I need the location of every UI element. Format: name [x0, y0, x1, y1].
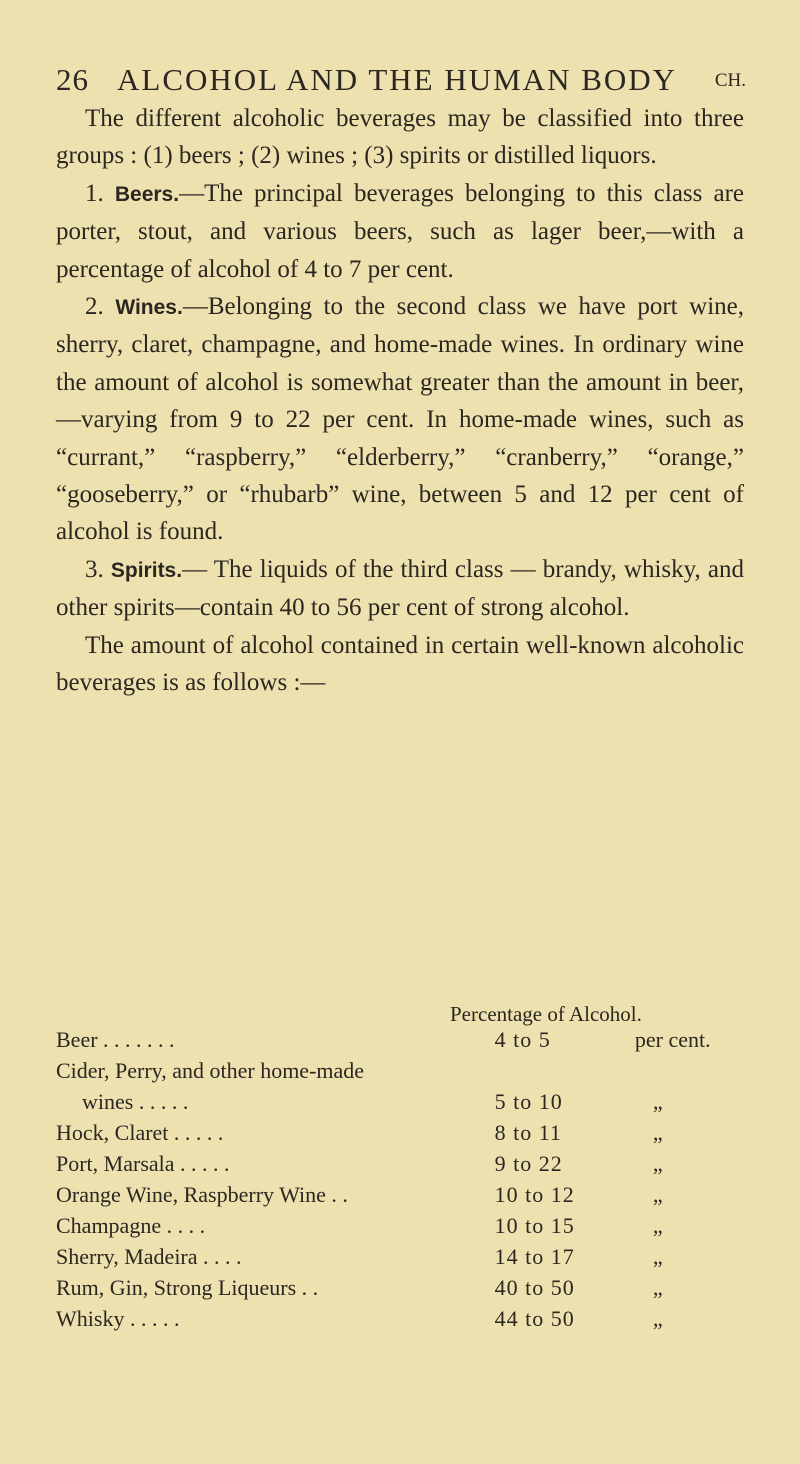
alcohol-percentage-table — [56, 1024, 746, 1334]
beverage-name: Rum, Gin, Strong Liqueurs . . — [56, 1274, 319, 1300]
table-row — [56, 1148, 746, 1179]
percentage-unit: per cent. — [634, 1026, 711, 1052]
running-title: ALCOHOL AND THE HUMAN BODY — [117, 62, 678, 97]
chapter-abbreviation: CH. — [714, 70, 746, 91]
wines-number: 2. — [85, 293, 104, 321]
wines-text: —Belonging to the second class we have port wine, sherry, claret, champagne, and home-made wines. In ordinary wine the amount of alcohol is somewhat greater than the amount in beer,—varying from 9 to 22 per cent. In home-made wines, such as “currant,” “raspberry,” “elderberry,” “cranberry,” “orange,” “gooseberry,” or “rhubarb” wine, between 5 and 12 per cent of alcohol is found. — [56, 293, 744, 546]
percentage-range: 8 to 11 — [494, 1119, 562, 1145]
percentage-unit: „ — [652, 1150, 663, 1176]
table-row — [56, 1179, 746, 1210]
table-row — [56, 1086, 746, 1117]
percentage-range: 4 to 5 — [494, 1026, 551, 1052]
beverage-name: wines . . . . . — [82, 1088, 189, 1114]
beverage-name: Beer . . . . . . . — [56, 1026, 175, 1052]
table-row — [56, 1272, 746, 1303]
table-row — [56, 1055, 746, 1086]
spirits-heading: Spirits. — [110, 558, 183, 582]
table-row — [56, 1241, 746, 1272]
beverage-name: Orange Wine, Raspberry Wine . . — [56, 1181, 348, 1207]
percentage-range: 14 to 17 — [494, 1243, 575, 1269]
beers-number: 1. — [85, 179, 104, 207]
table-row — [56, 1024, 746, 1055]
percentage-unit: „ — [652, 1212, 663, 1238]
page-header — [56, 58, 746, 102]
beverage-name: Port, Marsala . . . . . — [56, 1150, 230, 1176]
percentage-unit — [635, 1055, 746, 1086]
beverage-name: Whisky . . . . . — [56, 1305, 180, 1331]
page-number: 26 — [56, 62, 89, 97]
table-row — [56, 1303, 746, 1334]
table-column-header: Percentage of Alcohol. — [450, 1002, 642, 1026]
table-intro-paragraph: The amount of alcohol contained in certain well-known alcoholic beverages is as follows :— — [56, 631, 744, 697]
wines-heading: Wines. — [115, 296, 183, 320]
beverage-name: Champagne . . . . — [56, 1212, 206, 1238]
percentage-range — [495, 1055, 635, 1086]
spirits-number: 3. — [85, 555, 104, 583]
body-text — [56, 100, 744, 702]
spirits-text: — The liquids of the third class — brandy, whisky, and other spirits—contain 40 to 56 per cent of strong alcohol. — [56, 555, 745, 622]
percentage-unit: „ — [652, 1243, 663, 1269]
percentage-unit: „ — [652, 1181, 663, 1207]
intro-paragraph: The different alcoholic beverages may be classified into three groups : (1) beers ; (2) wines ; (3) spirits or distilled liquors. — [56, 105, 744, 170]
percentage-range: 10 to 12 — [494, 1181, 575, 1207]
spirits-paragraph — [56, 551, 744, 627]
percentage-unit: „ — [652, 1274, 663, 1300]
beers-heading: Beers. — [114, 182, 180, 206]
beverage-name: Hock, Claret . . . . . — [56, 1119, 224, 1145]
percentage-unit: „ — [652, 1305, 663, 1331]
percentage-unit: „ — [652, 1088, 663, 1114]
beers-paragraph — [56, 175, 744, 288]
beverage-name: Cider, Perry, and other home-made — [56, 1057, 365, 1083]
percentage-range: 10 to 15 — [494, 1212, 575, 1238]
table-row — [56, 1210, 746, 1241]
percentage-range: 5 to 10 — [494, 1088, 563, 1114]
percentage-unit: „ — [652, 1119, 663, 1145]
percentage-range: 44 to 50 — [494, 1305, 575, 1331]
table-row — [56, 1117, 746, 1148]
wines-paragraph — [56, 288, 744, 551]
percentage-range: 9 to 22 — [494, 1150, 563, 1176]
beverage-name: Sherry, Madeira . . . . — [56, 1243, 242, 1269]
beers-text: —The principal beverages belonging to this class are porter, stout, and various beers, such as lager beer,—with a percentage of alcohol of 4 to 7 per cent. — [56, 179, 744, 283]
percentage-range: 40 to 50 — [494, 1274, 575, 1300]
